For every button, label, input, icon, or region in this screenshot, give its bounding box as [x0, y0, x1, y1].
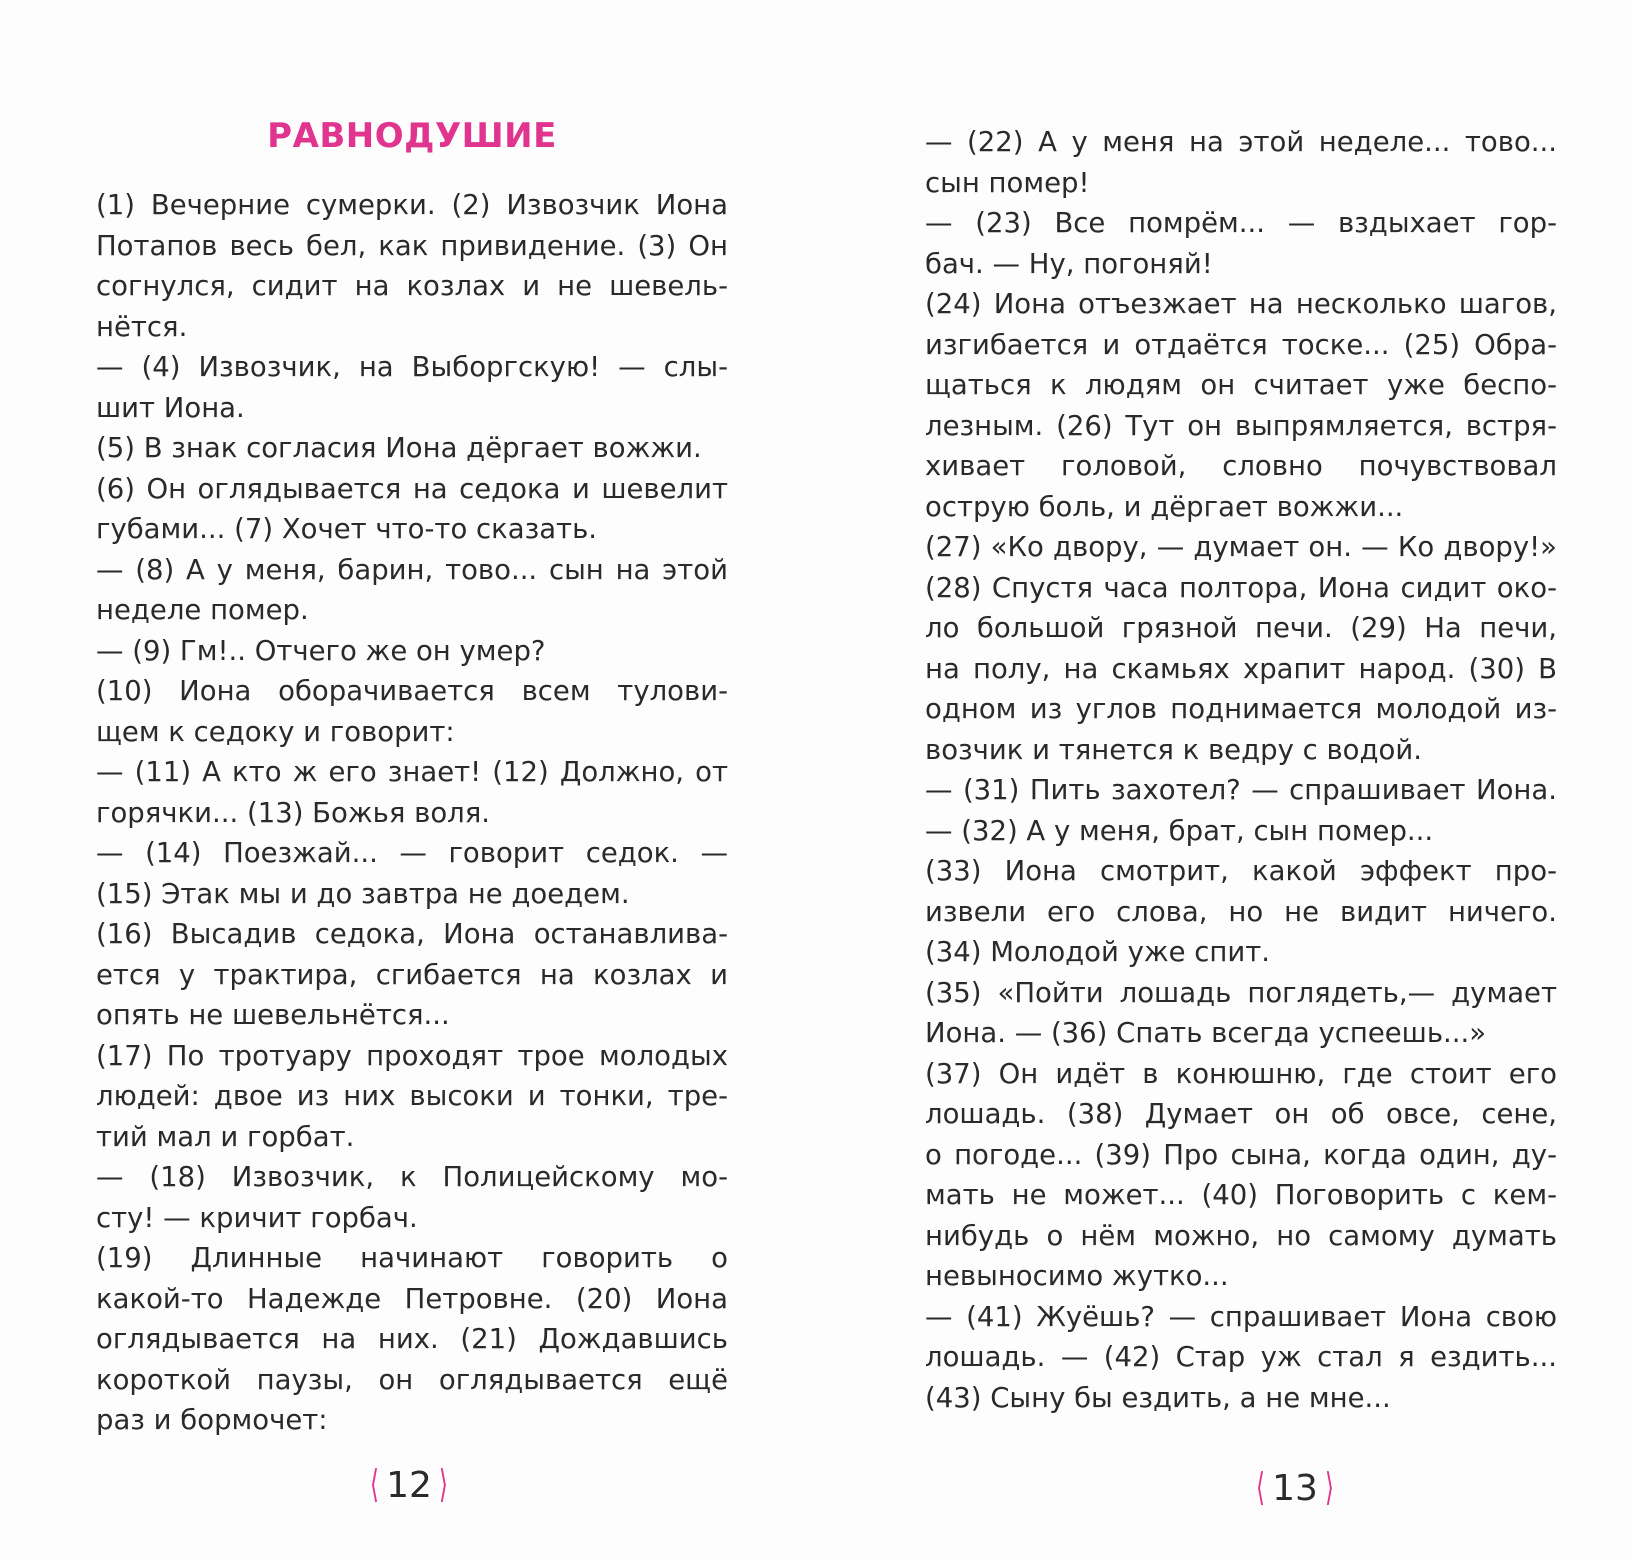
right-page-text	[925, 122, 1557, 1418]
text-line: невыносимо жутко...	[925, 1260, 1229, 1292]
text-line: тий мал и горбат.	[96, 1120, 355, 1153]
text-line: Иона. — (36) Спать всегда успеешь...»	[925, 1017, 1487, 1049]
text-line: нётся.	[96, 310, 188, 343]
left-page-text	[96, 185, 728, 1441]
text-line: — (32) А у меня, брат, сын помер...	[925, 814, 1434, 847]
text-line: (10) Иона оборачивается всем тулови-	[96, 675, 728, 707]
right-bracket-close: ⟩	[1324, 1465, 1334, 1509]
text-line: сту! — кричит горбач.	[96, 1201, 418, 1234]
text-line: (34) Молодой уже спит.	[925, 936, 1271, 968]
text-line: согнулся, сидит на козлах и не шевель-	[96, 270, 728, 302]
left-page-number	[349, 1462, 469, 1506]
text-line: ется у трактира, сгибается на козлах и	[96, 958, 728, 991]
text-line: (37) Он идёт в конюшню, где стоит его	[925, 1057, 1557, 1090]
text-line: (6) Он оглядывается на седока и шевелит	[96, 472, 728, 505]
text-line: горячки... (13) Божья воля.	[96, 796, 491, 829]
text-line: щаться к людям он считает уже беспо-	[925, 369, 1557, 401]
text-line: — (14) Поезжай... — говорит седок. —	[96, 837, 728, 869]
right-page-number-value: 13	[1272, 1468, 1318, 1509]
text-line: какой-то Надежде Петровне. (20) Иона	[96, 1282, 728, 1315]
text-line: щем к седоку и говорит:	[96, 715, 455, 748]
text-line: одном из углов поднимается молодой из-	[925, 693, 1557, 725]
text-line: (19) Длинные начинают говорить о	[96, 1242, 728, 1274]
text-line: Потапов весь бел, как привидение. (3) Он	[96, 229, 728, 262]
text-line: мать не может... (40) Поговорить с кем-	[925, 1179, 1557, 1211]
text-line: (27) «Ко двору, — думает он. — Ко двору!»	[925, 531, 1557, 563]
text-line: — (8) А у меня, барин, тово... сын на этой	[96, 553, 728, 586]
left-bracket-close: ⟩	[438, 1462, 448, 1506]
text-line: хивает головой, словно почувствовал	[925, 450, 1557, 482]
text-line: лезным. (26) Тут он выпрямляется, встря-	[925, 409, 1557, 442]
text-line: (43) Сыну бы ездить, а не мне...	[925, 1381, 1391, 1414]
text-line: — (4) Извозчик, на Выборгскую! — слы-	[96, 351, 728, 383]
text-line: сын помер!	[925, 166, 1090, 199]
text-line: людей: двое из них высоки и тонки, тре-	[96, 1080, 728, 1112]
right-bracket-open: ⟨	[1256, 1465, 1266, 1509]
text-line: извели его слова, но не видит ничего.	[925, 895, 1557, 928]
text-line: (33) Иона смотрит, какой эффект про-	[925, 855, 1557, 887]
text-line: раз и бормочет:	[96, 1404, 328, 1436]
text-line: — (23) Все помрём... — вздыхает гор-	[925, 207, 1557, 239]
text-line: (1) Вечерние сумерки. (2) Извозчик Иона	[96, 189, 728, 221]
text-line: (28) Спустя часа полтора, Иона сидит око-	[925, 571, 1557, 604]
text-line: опять не шевельнётся...	[96, 999, 450, 1031]
text-line: оглядывается на них. (21) Дождавшись	[96, 1323, 728, 1355]
text-line: шит Иона.	[96, 391, 245, 424]
text-line: ло большой грязной печи. (29) На печи,	[925, 612, 1557, 644]
text-line: — (11) А кто ж его знает! (12) Должно, от	[96, 756, 728, 788]
text-line: лошадь. — (42) Стар уж стал я ездить...	[925, 1341, 1557, 1373]
text-line: (16) Высадив седока, Иона останавлива-	[96, 918, 728, 950]
text-line: острую боль, и дёргает вожжи...	[925, 490, 1404, 523]
text-line: на полу, на скамьях храпит народ. (30) В	[925, 652, 1557, 685]
text-line: (35) «Пойти лошадь поглядеть,— думает	[925, 976, 1557, 1009]
text-line: (24) Иона отъезжает на несколько шагов,	[925, 288, 1557, 320]
text-line: губами... (7) Хочет что-то сказать.	[96, 513, 598, 545]
text-line: (17) По тротуару проходят трое молодых	[96, 1039, 728, 1072]
text-line: — (22) А у меня на этой неделе... тово...	[925, 126, 1557, 158]
text-line: изгибается и отдаётся тоске... (25) Обра-	[925, 328, 1557, 361]
text-line: возчик и тянется к ведру с водой.	[925, 733, 1422, 766]
left-page-number-value: 12	[386, 1465, 432, 1506]
text-line: неделе помер.	[96, 594, 309, 626]
text-line: короткой паузы, он оглядывается ещё	[96, 1363, 728, 1396]
text-line: бач. — Ну, погоняй!	[925, 247, 1213, 280]
right-page-number	[1235, 1465, 1355, 1509]
text-line: — (41) Жуёшь? — спрашивает Иона свою	[925, 1300, 1557, 1333]
text-line: — (9) Гм!.. Отчего же он умер?	[96, 634, 546, 667]
text-line: о погоде... (39) Про сына, когда один, ду-	[925, 1138, 1557, 1171]
text-line: (5) В знак согласия Иона дёргает вожжи.	[96, 432, 702, 464]
story-title: РАВНОДУШИЕ	[267, 116, 557, 156]
text-line: — (31) Пить захотел? — спрашивает Иона.	[925, 774, 1557, 806]
text-line: лошадь. (38) Думает он об овсе, сене,	[925, 1098, 1557, 1130]
text-line: — (18) Извозчик, к Полицейскому мо-	[96, 1161, 728, 1193]
text-line: (15) Этак мы и до завтра не доедем.	[96, 877, 630, 910]
left-bracket-open: ⟨	[370, 1462, 380, 1506]
text-line: нибудь о нём можно, но самому думать	[925, 1219, 1557, 1252]
